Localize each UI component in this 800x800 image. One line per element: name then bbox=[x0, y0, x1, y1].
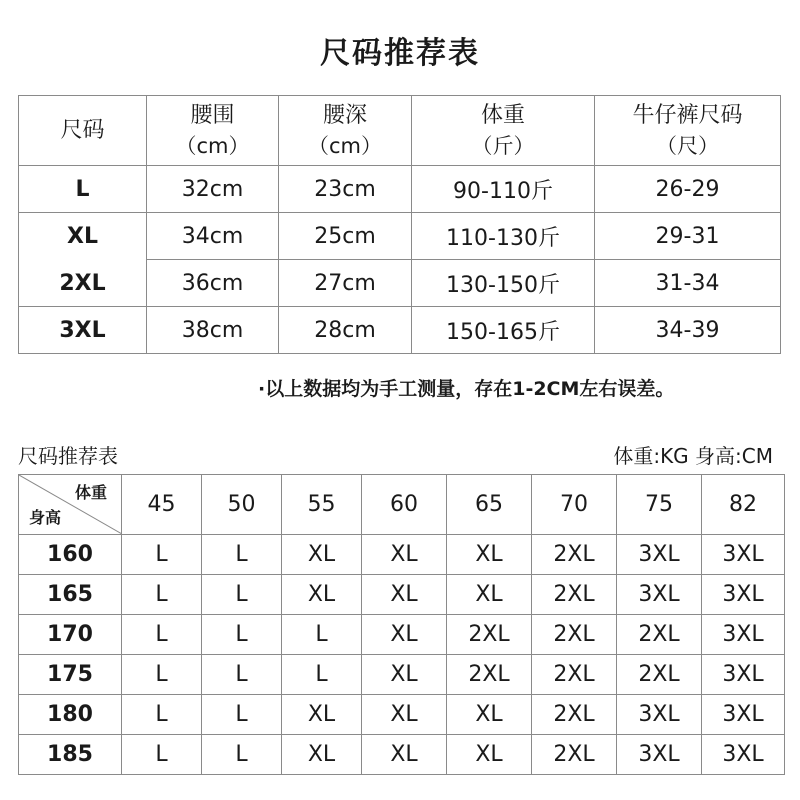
table-row bbox=[19, 615, 785, 655]
height-cell: 175 bbox=[19, 655, 122, 695]
weight-cell: 110-130斤 bbox=[412, 213, 595, 260]
size-cell: 2XL bbox=[447, 615, 532, 655]
waist-cell: 32cm bbox=[147, 166, 279, 213]
table-row bbox=[19, 655, 785, 695]
size-cell: L bbox=[202, 695, 282, 735]
height-cell: 185 bbox=[19, 735, 122, 775]
size-cell: L bbox=[122, 655, 202, 695]
size-cell: 3XL bbox=[702, 575, 785, 615]
weight-header: 70 bbox=[532, 475, 617, 535]
header-weight: 体重 （斤） bbox=[412, 96, 595, 166]
size-cell: 2XL bbox=[532, 535, 617, 575]
size-cell: 3XL bbox=[702, 535, 785, 575]
jeans-size-cell: 31-34 bbox=[595, 260, 781, 307]
weight-cell: 150-165斤 bbox=[412, 307, 595, 354]
size-cell: L bbox=[202, 575, 282, 615]
recommend-title: 尺码推荐表 bbox=[18, 444, 118, 468]
height-cell: 180 bbox=[19, 695, 122, 735]
size-cell: XL bbox=[362, 695, 447, 735]
corner-weight-label: 体重 bbox=[74, 483, 107, 502]
size-cell: XL bbox=[447, 695, 532, 735]
size-cell: 2XL bbox=[532, 615, 617, 655]
table-row bbox=[19, 307, 781, 354]
size-cell: XL bbox=[282, 575, 362, 615]
recommend-body bbox=[19, 535, 785, 775]
weight-cell: 130-150斤 bbox=[412, 260, 595, 307]
size-cell: 3XL bbox=[617, 695, 702, 735]
waist-cell: 34cm bbox=[147, 213, 279, 260]
rise-cell: 27cm bbox=[279, 260, 412, 307]
size-cell: 2XL bbox=[19, 260, 147, 307]
size-cell: XL bbox=[282, 735, 362, 775]
size-cell: L bbox=[122, 735, 202, 775]
size-cell: 2XL bbox=[447, 655, 532, 695]
size-cell: XL bbox=[362, 535, 447, 575]
size-chart-table bbox=[18, 95, 781, 354]
waist-cell: 38cm bbox=[147, 307, 279, 354]
weight-header: 50 bbox=[202, 475, 282, 535]
size-cell: XL bbox=[447, 735, 532, 775]
height-cell: 160 bbox=[19, 535, 122, 575]
weight-header: 75 bbox=[617, 475, 702, 535]
size-cell: XL bbox=[447, 575, 532, 615]
rise-cell: 28cm bbox=[279, 307, 412, 354]
rise-cell: 23cm bbox=[279, 166, 412, 213]
size-cell: L bbox=[202, 535, 282, 575]
waist-cell: 36cm bbox=[147, 260, 279, 307]
size-cell: L bbox=[19, 166, 147, 213]
size-cell: 2XL bbox=[532, 695, 617, 735]
size-cell: L bbox=[122, 535, 202, 575]
height-cell: 170 bbox=[19, 615, 122, 655]
size-cell: 2XL bbox=[532, 655, 617, 695]
weight-cell: 90-110斤 bbox=[412, 166, 595, 213]
size-cell: L bbox=[202, 615, 282, 655]
size-cell: L bbox=[282, 655, 362, 695]
recommend-header-row bbox=[19, 475, 785, 535]
size-cell: XL bbox=[362, 615, 447, 655]
corner-height-label: 身高 bbox=[29, 508, 62, 527]
table-row bbox=[19, 575, 785, 615]
size-cell: L bbox=[122, 615, 202, 655]
measurement-note: ·以上数据均为手工测量，存在1-2CM左右误差。 bbox=[258, 378, 675, 400]
weight-header: 45 bbox=[122, 475, 202, 535]
size-cell: XL bbox=[362, 575, 447, 615]
recommend-table bbox=[18, 474, 785, 775]
jeans-size-cell: 29-31 bbox=[595, 213, 781, 260]
size-cell: 3XL bbox=[617, 735, 702, 775]
size-cell: L bbox=[122, 695, 202, 735]
size-cell: L bbox=[202, 655, 282, 695]
size-cell: XL bbox=[362, 735, 447, 775]
size-cell: L bbox=[282, 615, 362, 655]
height-cell: 165 bbox=[19, 575, 122, 615]
header-size: 尺码 bbox=[19, 96, 147, 166]
size-cell: XL bbox=[19, 213, 147, 260]
table-row bbox=[19, 735, 785, 775]
jeans-size-cell: 34-39 bbox=[595, 307, 781, 354]
rise-cell: 25cm bbox=[279, 213, 412, 260]
header-jeans-size: 牛仔裤尺码 （尺） bbox=[595, 96, 781, 166]
header-rise: 腰深 （cm） bbox=[279, 96, 412, 166]
size-cell: XL bbox=[282, 695, 362, 735]
size-cell: 3XL bbox=[617, 575, 702, 615]
corner-cell bbox=[19, 475, 122, 535]
size-cell: 2XL bbox=[532, 575, 617, 615]
size-cell: 3XL bbox=[702, 655, 785, 695]
size-cell: XL bbox=[362, 655, 447, 695]
size-cell: L bbox=[202, 735, 282, 775]
size-cell: 3XL bbox=[702, 695, 785, 735]
size-cell: L bbox=[122, 575, 202, 615]
table-row bbox=[19, 260, 781, 307]
size-cell: 2XL bbox=[617, 655, 702, 695]
size-cell: XL bbox=[282, 535, 362, 575]
table-row bbox=[19, 695, 785, 735]
weight-header: 60 bbox=[362, 475, 447, 535]
size-cell: 2XL bbox=[617, 615, 702, 655]
size-cell: 3XL bbox=[702, 735, 785, 775]
jeans-size-cell: 26-29 bbox=[595, 166, 781, 213]
table-row bbox=[19, 166, 781, 213]
header-waist: 腰围 （cm） bbox=[147, 96, 279, 166]
page-title: 尺码推荐表 bbox=[320, 36, 480, 71]
recommend-units: 体重:KG 身高:CM bbox=[613, 444, 773, 468]
size-cell: 3XL bbox=[702, 615, 785, 655]
weight-header: 55 bbox=[282, 475, 362, 535]
size-chart-header-row bbox=[19, 96, 781, 166]
size-cell: XL bbox=[447, 535, 532, 575]
table-row bbox=[19, 213, 781, 260]
size-cell: 3XL bbox=[19, 307, 147, 354]
weight-header: 65 bbox=[447, 475, 532, 535]
size-cell: 3XL bbox=[617, 535, 702, 575]
table-row bbox=[19, 535, 785, 575]
weight-header: 82 bbox=[702, 475, 785, 535]
size-cell: 2XL bbox=[532, 735, 617, 775]
